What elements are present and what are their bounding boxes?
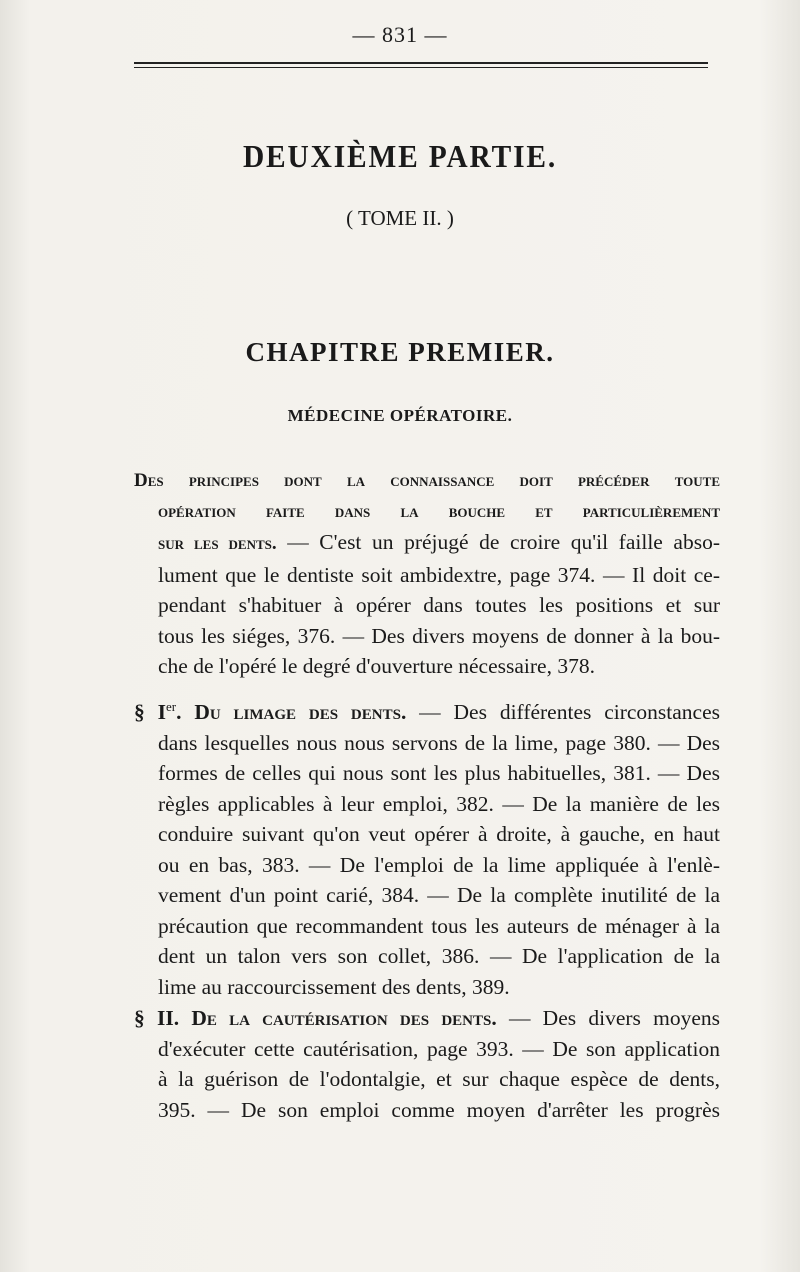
intro-paragraph — [134, 466, 720, 682]
section-1-line: ou en bas, 383. — De l'emploi de la lime appliquée à l'enlè- — [158, 852, 720, 877]
section-2-first-line — [134, 1003, 720, 1034]
header-rule-thin — [134, 67, 708, 68]
tome-label: ( TOME II. ) — [346, 206, 454, 230]
section-1-line: conduire suivant qu'on veut opérer à droite, à gauche, en haut — [158, 822, 720, 847]
section-2-line: d'exécuter cette cautérisation, page 393. — De son application — [158, 1036, 720, 1061]
chapter-title: CHAPITRE PREMIER. — [245, 337, 555, 367]
section-1-paragraph — [134, 692, 720, 1002]
intro-line: tous les siéges, 376. — Des divers moyens de donner à la bou- — [158, 623, 720, 648]
section-1-line: vement d'un point carié, 384. — De la complète inutilité de la — [158, 883, 720, 908]
section-2-line: 395. — De son emploi comme moyen d'arrêter les progrès — [158, 1097, 720, 1122]
intro-text-3: — C'est un préjugé de croire qu'il faille abso- — [276, 530, 720, 554]
section-1-line: dans lesquelles nous nous servons de la lime, page 380. — Des — [158, 730, 720, 755]
section-2-line: à la guérison de l'odontalgie, et sur chaque espèce de dents, — [158, 1067, 720, 1091]
section-1-line: règles applicables à leur emploi, 382. — De la manière de les — [158, 791, 720, 816]
section-1-line: formes de celles qui nous sont les plus habituelles, 381. — Des — [158, 761, 720, 786]
section-2-mark: § II. — [134, 1006, 180, 1030]
section-1-line: lime au raccourcissement des dents, 389. — [158, 974, 510, 999]
intro-line-3 — [134, 527, 720, 560]
section-2-paragraph — [134, 1003, 720, 1125]
header-rule — [134, 62, 708, 64]
intro-line: lument que le dentiste soit ambidextre, page 374. — Il doit ce- — [158, 562, 720, 587]
section-1-mark: § I — [134, 700, 166, 725]
part-title: DEUXIÈME PARTIE. — [242, 138, 558, 174]
chapter-subtitle: MÉDECINE OPÉRATOIRE. — [287, 406, 513, 425]
section-2-text: — Des divers moyens — [496, 1006, 720, 1030]
intro-lead-line-3: sur les dents. — [158, 533, 277, 554]
section-1-first-line — [134, 692, 720, 728]
section-1-sup: er — [165, 699, 177, 714]
intro-line: pendant s'habituer à opérer dans toutes les positions et sur — [158, 593, 720, 617]
page-number: — 831 — — [352, 22, 448, 47]
section-1-line: dent un talon vers son collet, 386. — De l'application de la — [158, 944, 720, 969]
intro-line: che de l'opéré le degré d'ouverture nécessaire, 378. — [158, 654, 595, 678]
section-1-text: — Des différentes circonstances — [406, 700, 721, 725]
section-2-heading: De la cautérisation des dents. — [179, 1006, 497, 1030]
section-1-heading: . Du limage des dents. — [176, 700, 407, 725]
section-1-line: précaution que recommandent tous les auteurs de ménager à la — [158, 913, 720, 938]
intro-lead-line-1: Des principes dont la connaissance doit précéder toute — [134, 470, 720, 491]
intro-lead-line-2: opération faite dans la bouche et particulièrement — [158, 500, 720, 522]
